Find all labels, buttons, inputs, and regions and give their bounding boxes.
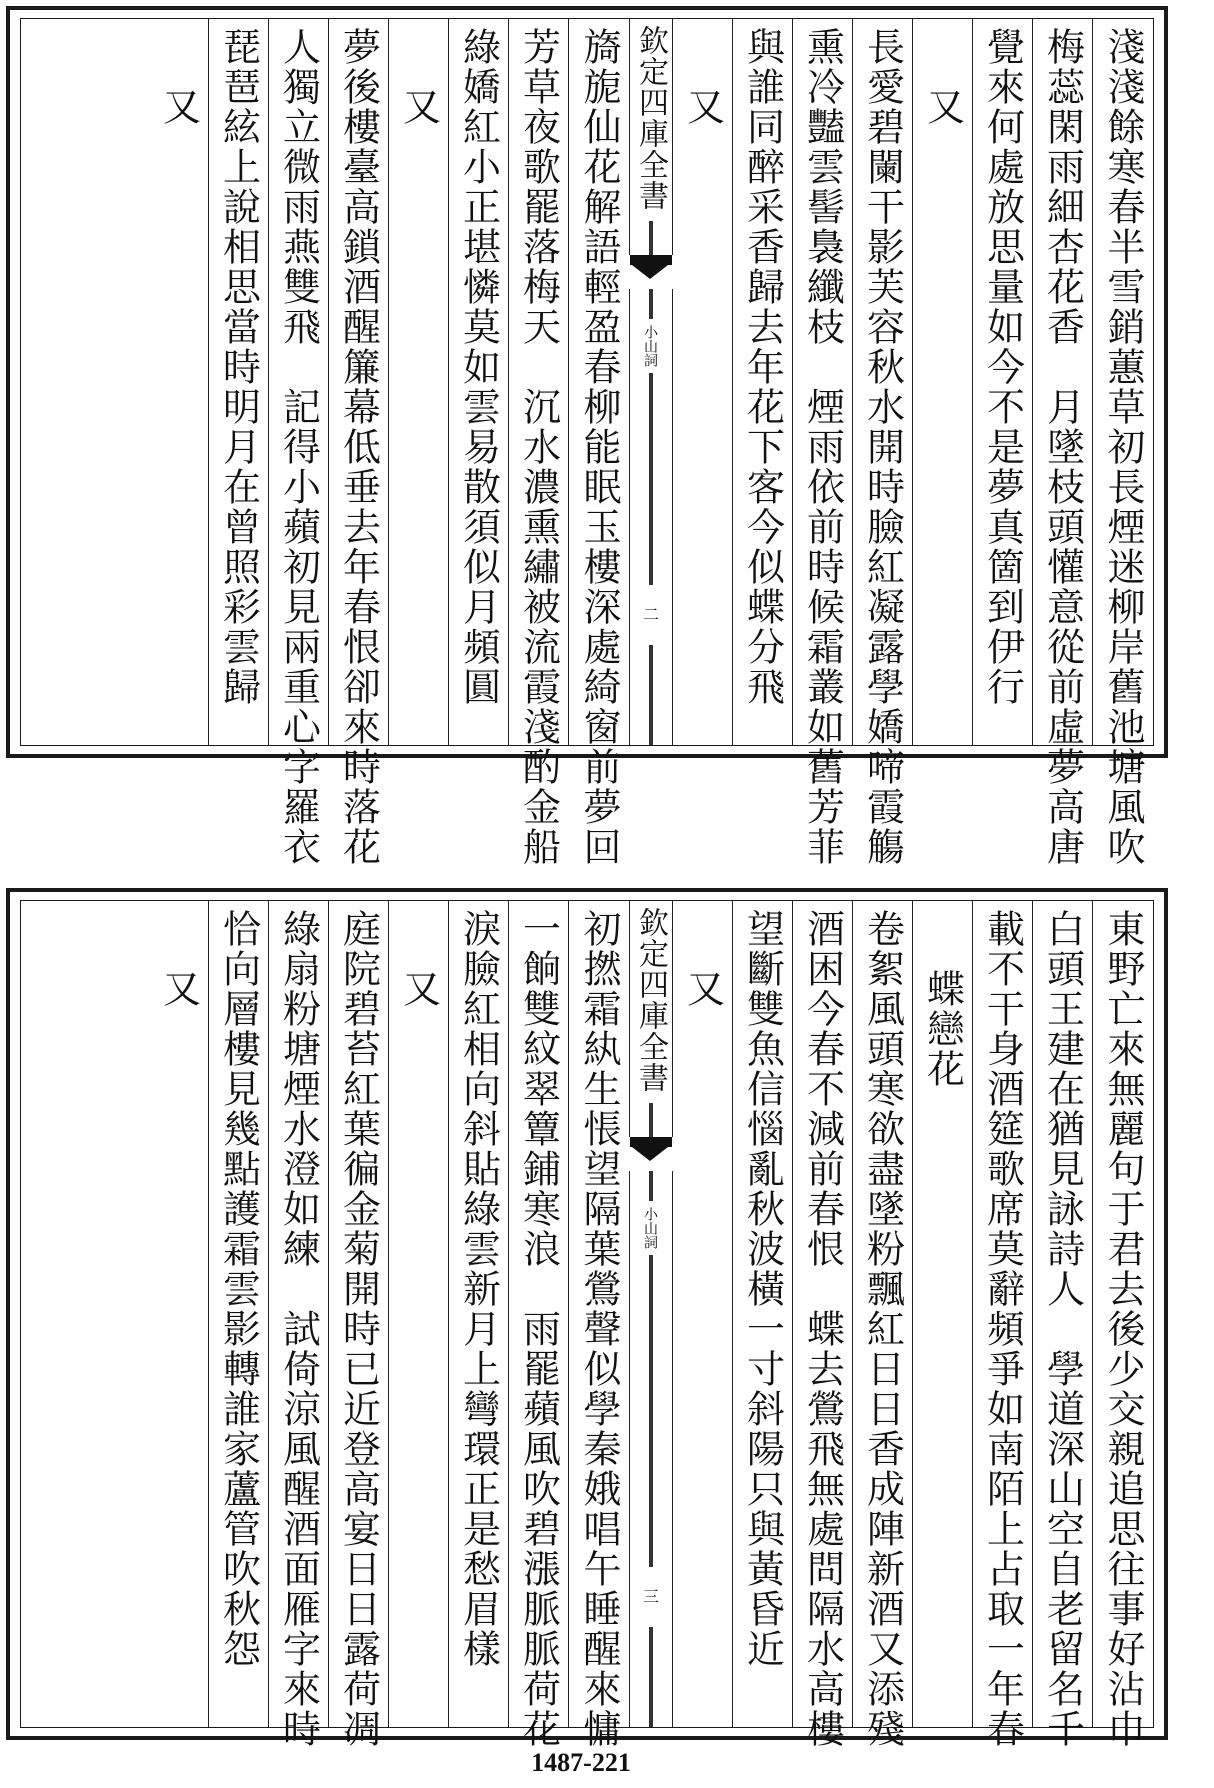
tune-label-column: 又	[149, 19, 209, 745]
page-number: 三	[630, 1567, 672, 1627]
text-column: 望斷雙魚信惱亂秋波橫一寸斜陽只與黃昏近	[733, 901, 793, 1727]
text-column: 淚臉紅相向斜貼綠雲新月上彎環正是愁眉樣	[449, 901, 509, 1727]
text-column: 東野亡來無麗句于君去後少交親追思往事好沾巾	[1101, 909, 1145, 1749]
text-column: 一餉雙紋翠簟鋪寒浪 雨罷蘋風吹碧漲脈脈荷花	[509, 901, 569, 1727]
text-column: 卷絮風頭寒欲盡墜粉飄紅日日香成陣新酒又添殘	[853, 901, 913, 1727]
text-column: 酒困今春不減前春恨 蝶去鶯飛無處問隔水高樓	[793, 901, 853, 1727]
text-column: 載不干身酒筵歌席莫辭頻爭如南陌上占取一年春	[973, 901, 1033, 1727]
upper-page	[6, 6, 1168, 867]
text-column: 人獨立微雨燕雙飛 記得小蘋初見兩重心字羅衣	[269, 19, 329, 745]
text-column: 梅蕊閑雨細杏花香 月墜枝頭懽意從前虛夢高唐	[1033, 19, 1093, 745]
tune-label-column: 又	[389, 901, 449, 1727]
text-column: 恰向層樓見幾點護霜雲影轉誰家蘆管吹秋怨	[209, 901, 269, 1727]
tune-label-column: 蝶戀花	[913, 901, 973, 1727]
text-column: 熏冷豔雲髻裊纖枝 煙雨依前時候霜叢如舊芳菲	[793, 19, 853, 745]
fish-tail-mark	[628, 255, 674, 289]
page-number: 二	[630, 585, 672, 645]
center-banner	[629, 901, 673, 1727]
text-column: 綠扇粉塘煙水澄如練 試倚涼風醒酒面雁字來時	[269, 901, 329, 1727]
collection-title: 欽定四庫全書	[630, 19, 672, 221]
tune-label-column: 又	[673, 19, 733, 745]
text-column: 覺來何處放思量如今不是夢真箇到伊行	[973, 19, 1033, 745]
collection-title: 欽定四庫全書	[630, 901, 672, 1103]
lower-page	[6, 888, 1168, 1749]
tune-label-column: 又	[913, 19, 973, 745]
text-column: 旖旎仙花解語輕盈春柳能眠玉樓深處綺窗前夢回	[577, 27, 621, 867]
text-column: 芳草夜歌罷落梅天 沉水濃熏繡被流霞淺酌金船	[509, 19, 569, 745]
book-title: 小山詞	[630, 1201, 672, 1255]
text-column: 淺淺餘寒春半雪銷蕙草初長煙迷柳岸舊池塘風吹	[1101, 27, 1145, 867]
page-reference-number: 1487-221	[531, 1748, 631, 1777]
text-column: 琵琶絃上說相思當時明月在曾照彩雲歸	[209, 19, 269, 745]
book-title: 小山詞	[630, 319, 672, 373]
fish-tail-mark	[628, 1137, 674, 1171]
center-banner	[629, 19, 673, 745]
tune-label-column: 又	[389, 19, 449, 745]
text-column: 夢後樓臺高鎖酒醒簾幕低垂去年春恨卻來時落花	[329, 19, 389, 745]
text-column: 庭院碧苔紅葉徧金菊開時已近登高宴日日露荷凋	[329, 901, 389, 1727]
text-column: 初撚霜紈生悵望隔葉鶯聲似學秦娥唱午睡醒來慵	[577, 909, 621, 1749]
text-column: 白頭王建在猶見詠詩人 學道深山空自老留名千	[1033, 901, 1093, 1727]
tune-label-column: 又	[673, 901, 733, 1727]
text-column: 綠嬌紅小正堪憐莫如雲易散須似月頻圓	[449, 19, 509, 745]
text-column: 與誰同醉采香歸去年花下客今似蝶分飛	[733, 19, 793, 745]
tune-label-column: 又	[149, 901, 209, 1727]
upper-page-frame	[20, 18, 1154, 867]
text-column: 長愛碧闌干影芙容秋水開時臉紅凝露學嬌啼霞觴	[853, 19, 913, 745]
lower-page-frame	[20, 900, 1154, 1749]
